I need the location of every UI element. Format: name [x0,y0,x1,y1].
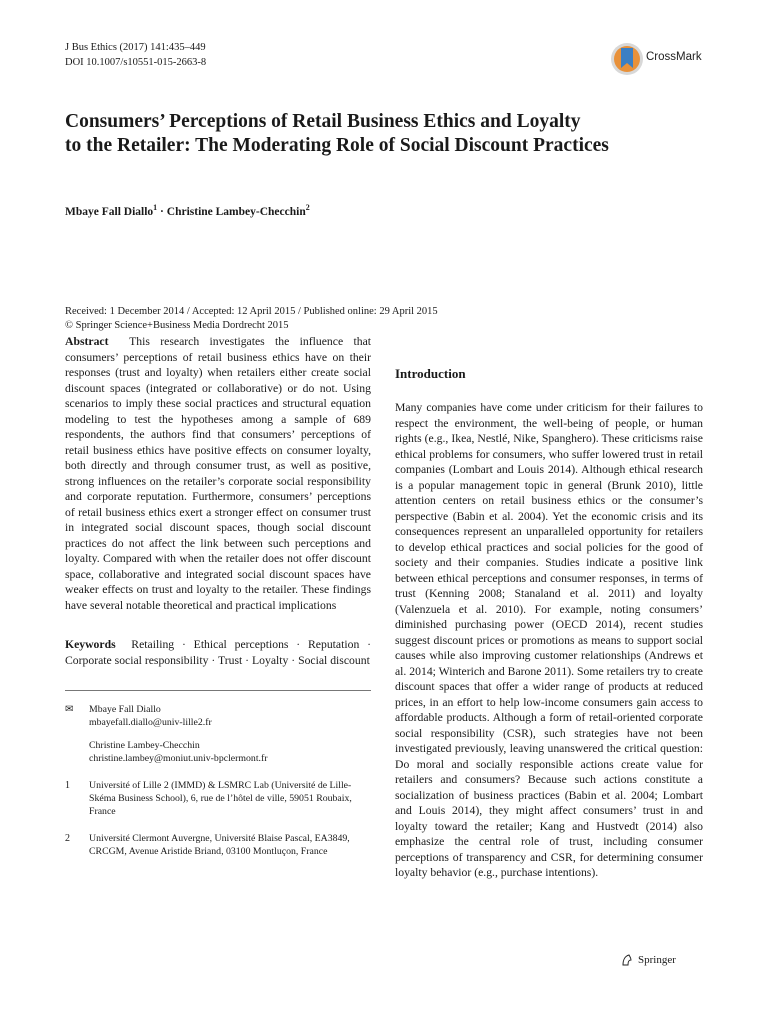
corresponding-authors [65,703,371,858]
publication-dates [65,305,438,333]
crossmark-label: CrossMark [646,51,702,63]
left-column [65,334,371,858]
contact-author-2-email[interactable]: christine.lambey@moniut.univ-bpclermont.fr [89,753,268,764]
right-column [395,366,703,881]
author-1[interactable]: Mbaye Fall Diallo [65,205,154,218]
received-accepted-published: Received: 1 December 2014 / Accepted: 12 April 2015 / Published online: 29 April 2015 [65,306,438,317]
article-title [65,110,725,158]
contact-author-2-name: Christine Lambey-Checchin [89,740,200,751]
abstract-text: This research investigates the influence that consumers’ perceptions of retail business ethics have on their responses (trust and loyalty) when retailers either create social discount spaces (integrated or collaborative) or do not. Using scenarios to imply these social practices and structural equation modeling to test the hypotheses among a sample of 689 respondents, the authors find that consumers’ perceptions of retail business ethics have positive effects on consumer loyalty, both directly and through consumer trust, as well as positive, strong influences on the retailer’s corporate social responsibility and corporate reputation. Furthermore, consumers’ perceptions of retail business ethics exert a stronger effect on consumer trust in integrated social discount spaces, though social discount practices do not affect the link between such perceptions and loyalty. Compared with when the retailer does not offer discount space, collaborative and integrated social discount spaces have weaker effects on trust and loyalty to the retailer. These findings have several notable theoretical and practical implications [65,335,372,612]
keywords [65,637,371,668]
keywords-text: Retailing · Ethical perceptions · Reputation · Corporate social responsibility · Trust · Loyalty · Social discount [65,638,371,667]
footnote-divider [65,690,371,691]
keywords-label: Keywords [65,638,116,651]
springer-horse-icon [620,953,634,967]
doi-line[interactable]: DOI 10.1007/s10551-015-2663-8 [65,57,207,68]
title-line-2: to the Retailer: The Moderating Role of Social Discount Practices [65,135,609,156]
affiliation-1-number: 1 [65,780,70,791]
author-separator: · [157,205,167,218]
author-2-affiliation-mark: 2 [305,203,310,212]
contact-author-1-name: Mbaye Fall Diallo [89,704,161,715]
abstract-label: Abstract [65,335,109,348]
affiliation-2-number: 2 [65,833,70,844]
publisher-footer [620,953,676,967]
journal-line: J Bus Ethics (2017) 141:435–449 [65,42,206,53]
author-list [65,203,310,218]
author-2[interactable]: Christine Lambey-Checchin [166,205,306,218]
affiliation-2-text: Université Clermont Auvergne, Université Blaise Pascal, EA3849, CRCGM, Avenue Aristide Briand, 03100 Montluçon, France [89,833,350,857]
journal-citation [65,40,206,70]
copyright-line: © Springer Science+Business Media Dordrecht 2015 [65,320,289,331]
publisher-name: Springer [638,954,676,966]
envelope-icon: ✉ [65,704,74,715]
affiliation-1-text: Université of Lille 2 (IMMD) & LSMRC Lab (Université de Lille-Skéma Business School), 6, rue de l’hôtel de ville, 59051 Roubaix, France [89,780,352,817]
affiliation-2 [65,832,371,858]
introduction-text: Many companies have come under criticism for their failures to respect the environment, the well-being of people, or human rights (e.g., Ikea, Nestlé, Nike, Spanghero). These criticisms raise ethical problems for consumers, who suffer lowered trust in retail companies (Lombart and Louis 2014). Although ethical research is a popular management topic in general (Brunk 2010), little attention centers on retail business ethics or the consumer’s perspective (Babin et al. 2004). Yet the economic crisis and its consequences represent an unparalleled opportunity for retailers to develop ethical practices and social policies for the good of society and their companies. Studies indicate a positive link between ethical perceptions and consumer responses, in terms of trust (Kenning 2008; Stanaland et al. 2011) and loyalty (Valenzuela et al. 2010). For example, noting consumers’ diminished purchasing power (OECD 2014), recent studies suggest discount prices or promotions as means to support social causes while also improving customer relationships (Andrews et al. 2014; Winterich and Barone 2011). Some retailers try to create discount spaces that offer a wider range of products at reduced prices, in an effort to help low-income consumers gain access to affordable products. Although a form of retail-oriented corporate social responsibility (CSR), such strategies have not been investigated previously, leaving unanswered the critical question: Do moral and socially responsible actions create value for retailers and consumers? Because such actions constitute a socialization of business practices (Babin et al. 2004; Lombart and Louis 2014), they might affect consumers’ trust in and loyalty toward the retailer; Kang and Hustvedt (2014) also emphasize the central role of trust, including consumer perceptions of transparency and CSR, for determining consumer loyalty behavior (e.g., purchase intentions). [395,401,703,879]
title-line-1: Consumers’ Perceptions of Retail Business Ethics and Loyalty [65,111,581,132]
crossmark-badge[interactable] [610,40,720,78]
introduction-heading: Introduction [395,366,466,381]
author-1-affiliation-mark: 1 [153,203,158,212]
crossmark-logo-icon [610,40,644,78]
contact-author-1-email[interactable]: mbayefall.diallo@univ-lille2.fr [89,717,212,728]
affiliation-1 [65,779,371,818]
abstract [65,334,371,613]
